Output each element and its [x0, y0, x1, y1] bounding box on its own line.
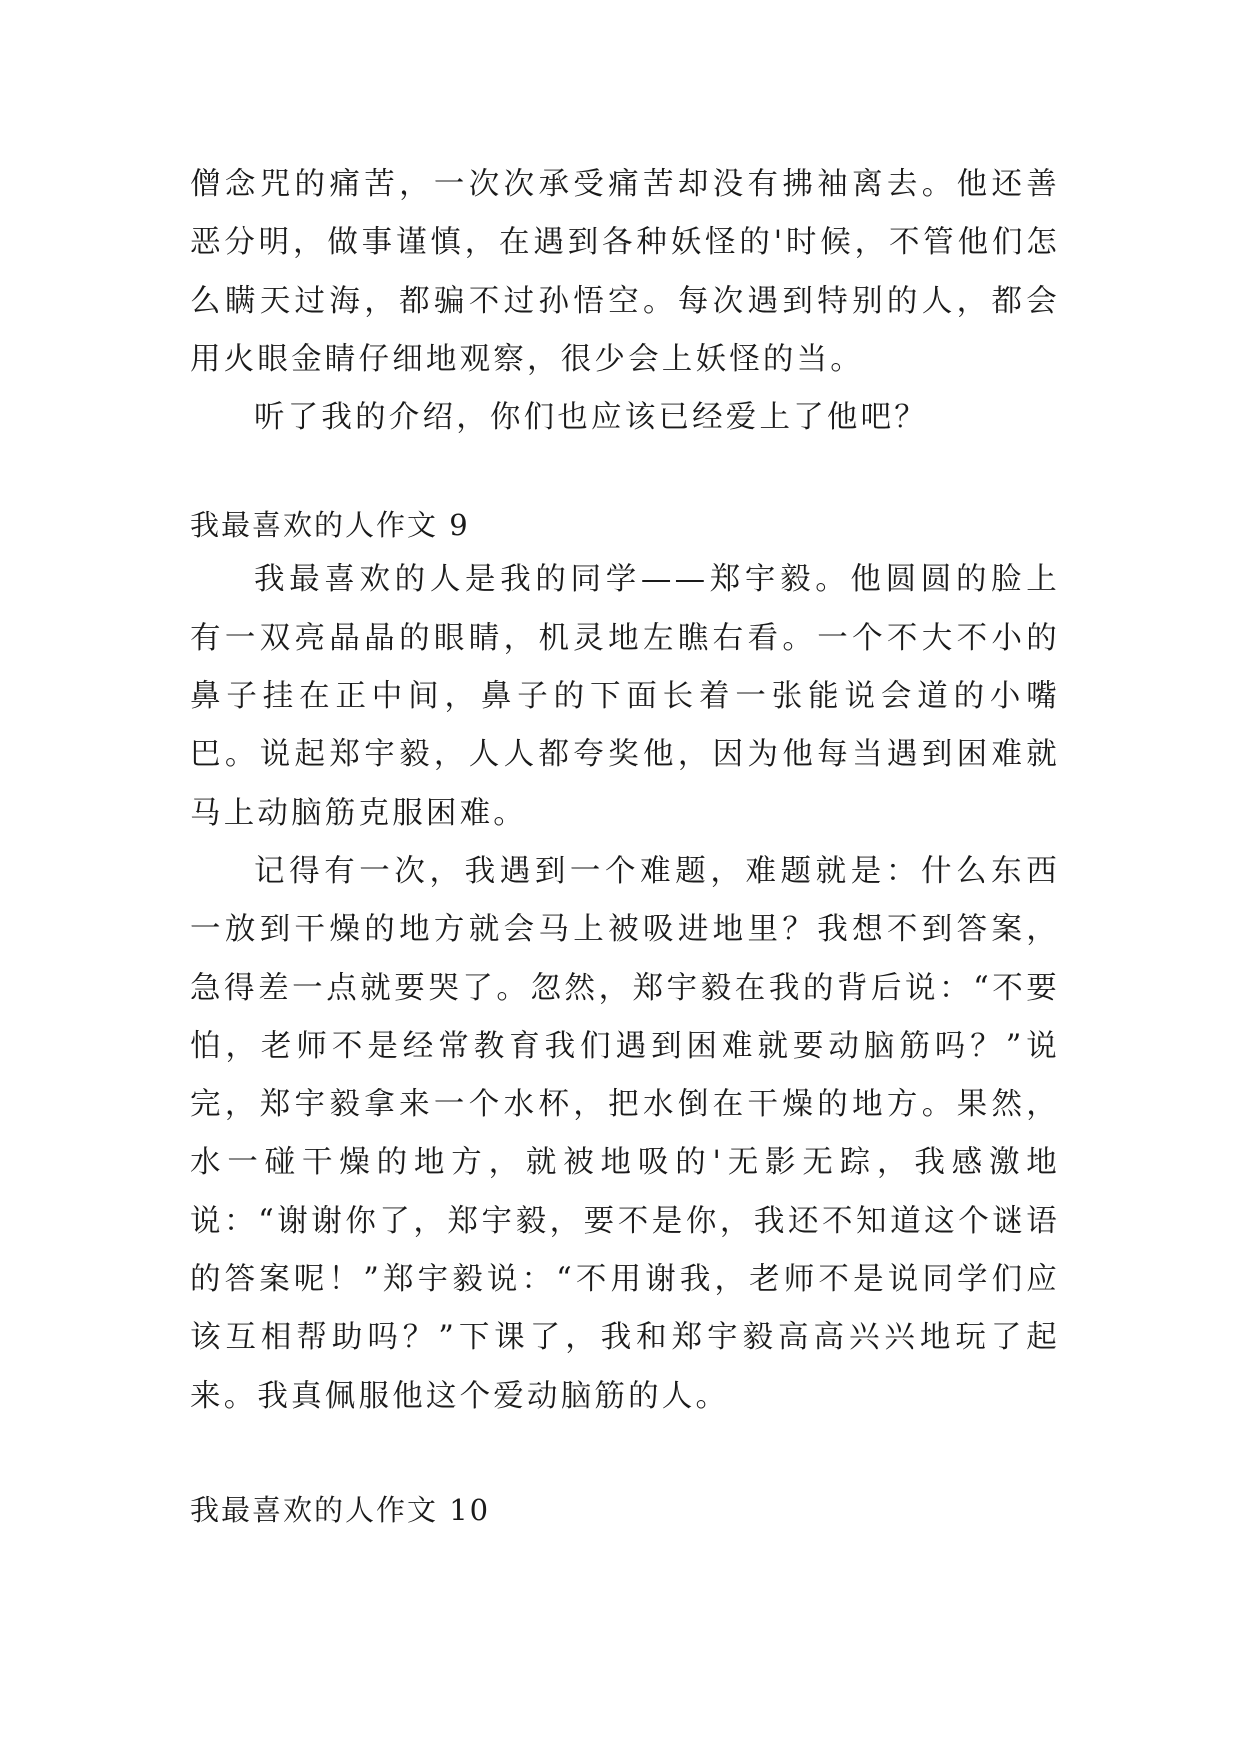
essay-9-paragraph: 记得有一次，我遇到一个难题，难题就是：什么东西一放到干燥的地方就会马上被吸进地里？我想不到答案，急得差一点就要哭了。忽然，郑宇毅在我的背后说：“不要怕，老师不是经常教育我们遇到困难就要动脑筋吗？”说完，郑宇毅拿来一个水杯，把水倒在干燥的地方。果然，水一碰干燥的地方，就被地吸的'无影无踪，我感激地说：“谢谢你了，郑宇毅，要不是你，我还不知道这个谜语的答案呢！”郑宇毅说：“不用谢我，老师不是说同学们应该互相帮助吗？”下课了，我和郑宇毅高高兴兴地玩了起来。我真佩服他这个爱动脑筋的人。 [190, 853, 1060, 1414]
essay-9-heading: 我最喜欢的人作文 9 [190, 508, 470, 543]
essay-9-paragraph: 我最喜欢的人是我的同学——郑宇毅。他圆圆的脸上有一双亮晶晶的眼睛，机灵地左瞧右看。一个不大不小的鼻子挂在正中间，鼻子的下面长着一张能说会道的小嘴巴。说起郑宇毅，人人都夸奖他，因为他每当遇到困难就马上动脑筋克服困难。 [190, 562, 1060, 831]
paragraph-closing: 听了我的介绍，你们也应该已经爱上了他吧？ [254, 400, 928, 436]
document-page [190, 156, 1060, 1530]
paragraph-continued: 僧念咒的痛苦，一次次承受痛苦却没有拂袖离去。他还善恶分明，做事谨慎，在遇到各种妖怪的'时候，不管他们怎么瞒天过海，都骗不过孙悟空。每次遇到特别的人，都会用火眼金睛仔细地观察，很少会上妖怪的当。 [190, 167, 1060, 377]
essay-10-heading: 我最喜欢的人作文 10 [190, 1492, 491, 1527]
